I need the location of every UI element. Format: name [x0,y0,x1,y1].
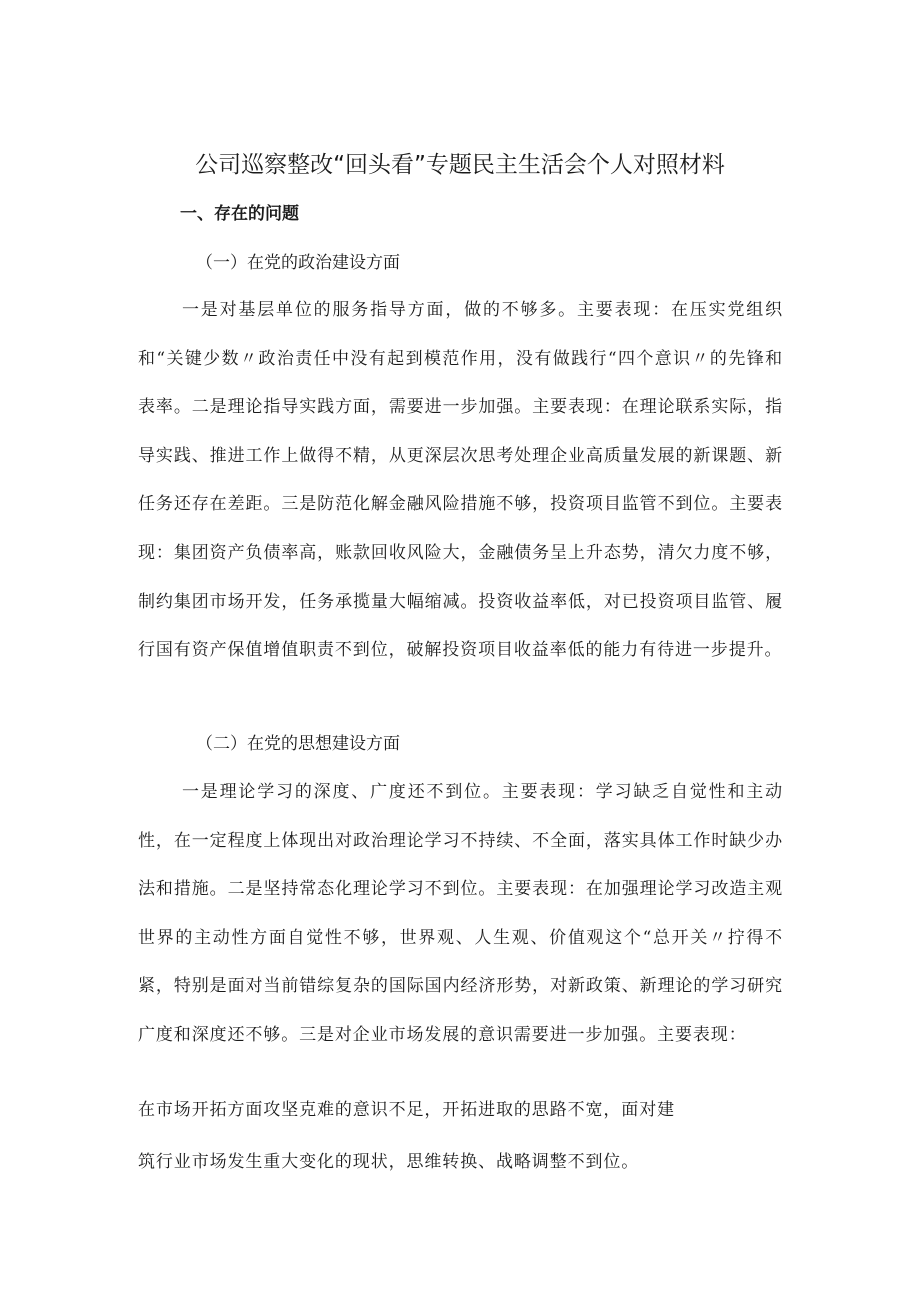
paragraph-ideological-construction: 一是理论学习的深度、广度还不到位。主要表现：学习缺乏自觉性和主动性，在一定程度上体现出对政治理论学习不持续、不全面，落实具体工作时缺少办法和措施。二是坚持常态化理论学习不到位。主要表现：在加强理论学习改造主观世界的主动性方面自觉性不够，世界观、人生观、价值观这个“总开关〃拧得不紧，特别是面对当前错综复杂的国际国内经济形势，对新政策、新理论的学习研究广度和深度还不够。三是对企业市场发展的意识需要进一步加强。主要表现： [138,782,783,1045]
paragraph-political-construction: 一是对基层单位的服务指导方面，做的不够多。主要表现：在压实党组织和“关键少数〃政治责任中没有起到模范作用，没有做践行“四个意识〃的先锋和表率。二是理论指导实践方面，需要进一步加强。主要表现：在理论联系实际，指导实践、推进工作上做得不精，从更深层次思考处理企业高质量发展的新课题、新任务还存在差距。三是防范化解金融风险措施不够，投资项目监管不到位。主要表现：集团资产负债率高，账款回收风险大，金融债务呈上升态势，清欠力度不够，制约集团市场开发，任务承揽量大幅缩减。投资收益率低，对已投资项目监管、履行国有资产保值增值职责不到位，破解投资项目收益率低的能力有待进一步提升。 [138,300,783,661]
paragraph-continuation-line-2: 筑行业市场发生重大变化的现状，思维转换、战略调整不到位。 [138,1152,640,1172]
subsection-heading-political: （一）在党的政治建设方面 [196,253,400,273]
document-title: 公司巡察整改“回头看”专题民主生活会个人对照材料 [195,152,725,178]
paragraph-continuation-line-1: 在市场开拓方面攻坚克难的意识不足，开拓进取的思路不宽，面对建 [138,1100,675,1120]
subsection-heading-ideological: （二）在党的思想建设方面 [196,734,400,754]
section-heading-problems: 一、存在的问题 [180,204,299,224]
